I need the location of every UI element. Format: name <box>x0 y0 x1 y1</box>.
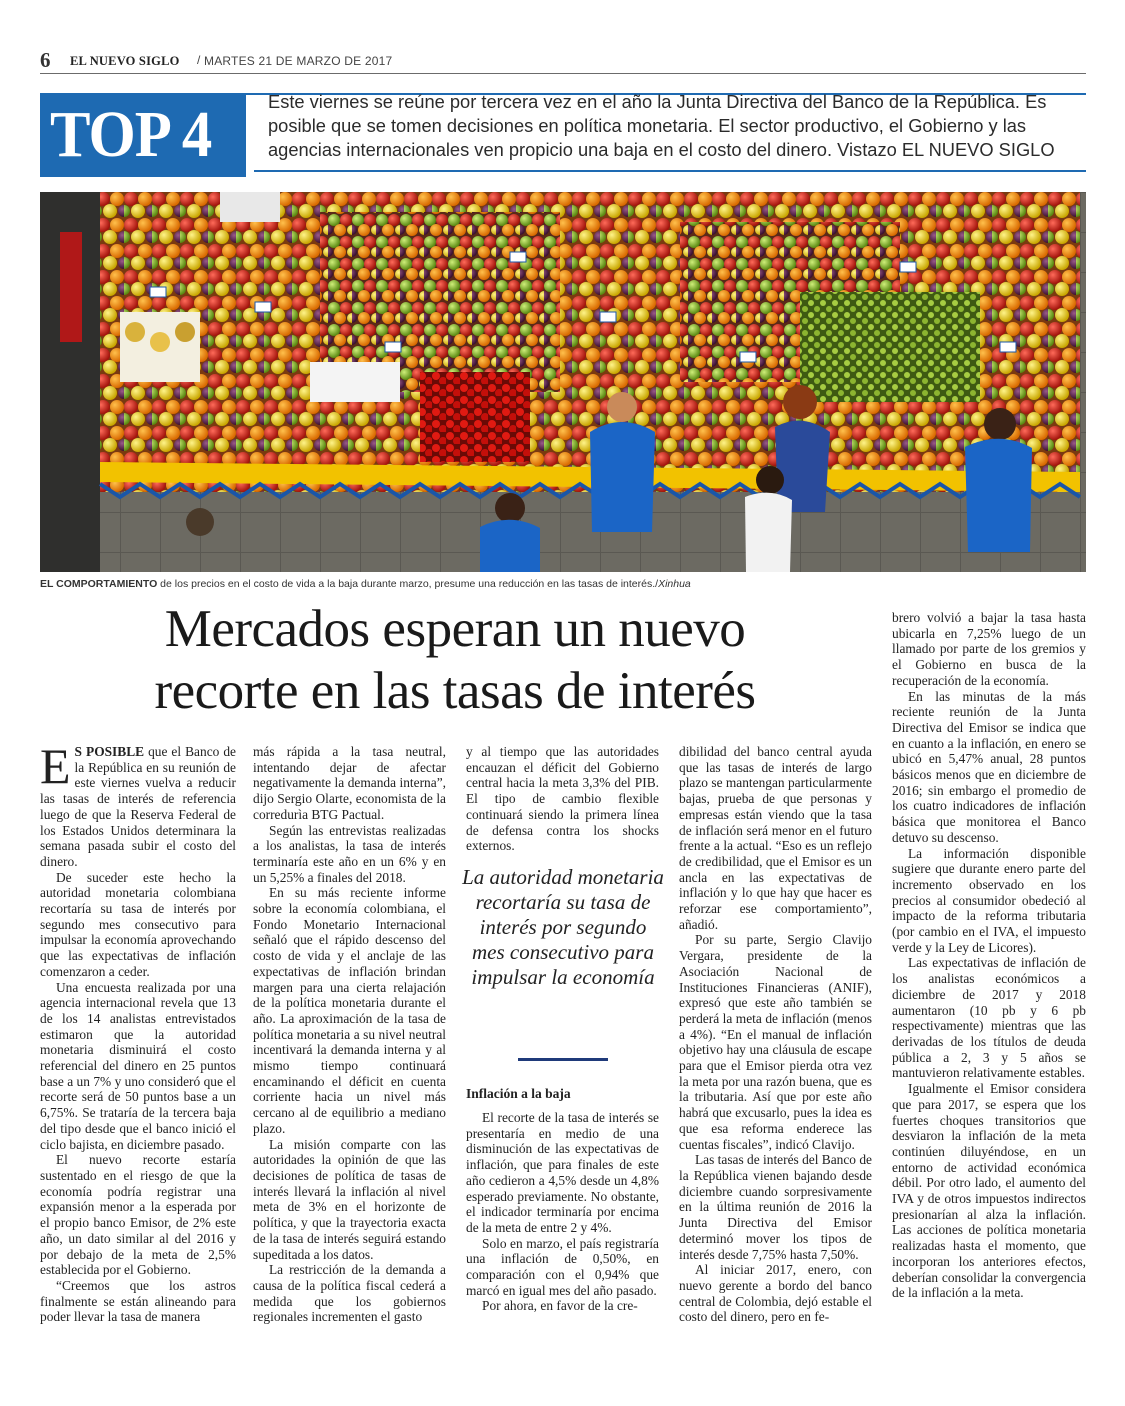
caption-credit: Xinhua <box>658 578 691 590</box>
article-paragraph: El recorte de la tasa de interés se presentaría en medio de una disminución de las expectativas de inflación, que para finales de este año cedieron a 4,5% desde un 4,8% esperado previamente. No obstante, el indicador terminaría por encima de la meta de entre 2 y 4%. <box>466 1110 659 1235</box>
article-paragraph: En las minutas de la más reciente reunión de la Junta Directiva del Emisor se indica que en cuanto a la inflación, en enero se ubicó en 5,47% anual, 28 puntos básicos menos que en diciembre de 2016; sin embargo el promedio de los cuatro indicadores de inflación básica que monitorea el Banco detuvo su descenso. <box>892 688 1086 845</box>
article-paragraph: Según las entrevistas realizadas a los analistas, la tasa de interés terminaría este año en un 6% y en un 5,25% a finales del 2018. <box>253 822 446 885</box>
caption-lead: EL COMPORTAMIENTO <box>40 578 158 590</box>
article-paragraph: y al tiempo que las autoridades encauzan el déficit del Gobierno central hacia la meta 3,3% del PIB. El tipo de cambio flexible continuará siendo la primera línea de defensa contra los shocks externos. <box>466 744 659 854</box>
article-paragraph: dibilidad del banco central ayuda que las tasas de interés de largo plazo se mantengan particularmente bajas, prueba de que personas y empresas están viendo que la tasa de inflación será menor en el futuro frente a la actual. “Eso es un reflejo de credibilidad, que el Emisor es un ancla en las expectativas de inflación y lo que hay que hacer es reforzar ese comportamiento”, añadió. <box>679 744 872 932</box>
drop-cap: E <box>40 738 71 794</box>
article-paragraph: La restricción de la demanda a causa de la política fiscal cederá a medida que los gobiernos regionales incrementen el gasto <box>253 1262 446 1325</box>
headline-line-2: recorte en las tasas de interés <box>154 662 756 720</box>
article-paragraph: Las tasas de interés del Banco de la República vienen bajando desde diciembre cuando sorpresivamente en la última reunión de 2016 la Junta Directiva del Emisor determinó mover los tipos de interés desde 7,75% hasta 7,50%. <box>679 1152 872 1262</box>
section-badge <box>40 93 246 177</box>
market-photo-illustration <box>40 192 1086 572</box>
banner-bottom-rule <box>254 170 1086 172</box>
caption-text: de los precios en el costo de vida a la baja durante marzo, presume una reducción en las tasas de interés./ <box>157 578 659 590</box>
page-folio <box>40 48 1086 74</box>
article-paragraph: La información disponible sugiere que durante enero parte del incremento observado en los precios al consumidor obedeció al impacto de la reforma tributaria (por cambio en el IVA, el impuesto verde y la Ley de Licores). <box>892 845 1086 955</box>
article-paragraph: Por su parte, Sergio Clavijo Vergara, presidente de la Asociación Nacional de Instituciones Financieras (ANIF), expresó que este año también se perderá la meta de inflación (menos a 4%). “En el manual de inflación objetivo hay una cláusula de escape para que el Emisor pierda otra vez la meta por una razón buena, que es la tributaria. Así que por este año habrá que excusarlo, pues la idea es que esa reforma enderece las cuentas fiscales”, indicó Clavijo. <box>679 932 872 1152</box>
article-paragraph: En su más reciente informe sobre la economía colombiana, el Fondo Monetario Internacional señaló que el rápido descenso del costo de vida y el anclaje de las expectativas de inflación brindan margen para una cierta relajación de la política monetaria durante el año. La aproximación de la tasa de política monetaria a su nivel neutral incentivará la demanda interna y al mismo tiempo continuará encaminando el déficit en cuenta corriente hacia un nivel más cercano al de equilibrio a mediano plazo. <box>253 885 446 1136</box>
page-number: 6 <box>40 48 51 72</box>
lead-words: S POSIBLE <box>74 744 145 759</box>
photo-caption <box>40 578 1086 590</box>
publication-date: MARTES 21 DE MARZO DE 2017 <box>204 54 393 68</box>
article-paragraph: Una encuesta realizada por una agencia internacional revela que 13 de los 14 analistas entrevistados estimaron que la autoridad monetaria disminuirá el costo referencial del dinero en 25 puntos base a un 7% y uno consideró que el recorte será de 50 puntos base a un 6,75%. Se trataría de la tercera baja del tipo desde que el banco inició el ciclo bajista, en diciembre pasado. <box>40 979 236 1152</box>
article-paragraph: Al iniciar 2017, enero, con nuevo gerente a bordo del banco central de Colombia, dejó estable el costo del dinero, pero en fe- <box>679 1262 872 1325</box>
article-paragraph: La misión comparte con las autoridades la opinión de que las decisiones de política de tasas de interés llevará la inflación al nivel meta de 3% en el horizonte de política, y que la trayectoria exacta de la tasa de interés seguirá estando supeditada a los datos. <box>253 1136 446 1262</box>
article-paragraph: Por ahora, en favor de la cre- <box>482 1298 638 1314</box>
headline-line-1: Mercados esperan un nuevo <box>164 600 746 658</box>
article-paragraph: Igualmente el Emisor considera que para 2017, se espera que los fuertes choques transitorios que desviaron la inflación de la meta continúen diluyéndose, en un entorno de actividad económica débil. Por otro lado, el aumento del IVA y de otros impuestos indirectos presionarían al alza la inflación. Las acciones de política monetaria realizadas hasta el momento, que incorporan los anteriores efectos, deberían consolidar la convergencia de la inflación a la meta. <box>892 1081 1086 1301</box>
folio-separator: / <box>197 53 201 67</box>
article-paragraph: Las expectativas de inflación de los analistas económicos a diciembre de 2017 y 2018 aumentaron (10 pb y 6 pb respectivamente) mientras que las derivadas de los títulos de deuda pública a 2, 3 y 5 años se mantuvieron relativamente estables. <box>892 955 1086 1081</box>
article-paragraph: De suceder este hecho la autoridad monetaria colombiana recortaría su tasa de interés por segundo mes consecutivo para impulsar la economía aprovechando que las expectativas de inflación comenzaron a ceder. <box>40 869 236 979</box>
article-paragraph: “Creemos que los astros finalmente se están alineando para poder llevar la tasa de manera <box>40 1277 236 1325</box>
article-column-5 <box>892 610 1086 1301</box>
pull-quote: La autoridad monetaria recortaría su tasa de interés por segundo mes consecutivo para impulsar la economía <box>462 865 664 989</box>
article-paragraph: más rápida a la tasa neutral, intentando dejar de afectar negativamente la demanda interna”, dijo Sergio Olarte, economista de la corredurìa BTG Pactual. <box>253 744 446 822</box>
article-column-4 <box>679 744 872 1325</box>
section-subhead: Inflación a la baja <box>466 1086 571 1101</box>
article-paragraph: Solo en marzo, el país registraría una inflación de 0,50%, en comparación con el 0,94% que marcó en igual mes del año pasado. <box>466 1235 659 1298</box>
article-paragraph: brero volvió a bajar la tasa hasta ubicarla en 7,25% luego de un llamado por parte de los gremios y el Gobierno en busca de la recuperación de la economía. <box>892 610 1086 688</box>
pull-quote-rule <box>518 1058 608 1061</box>
market-photo <box>40 192 1086 572</box>
article-paragraph: El nuevo recorte estaría sustentado en el riesgo de que la economía podría registrar una expansión menor a la esperada por el propio banco Emisor, de 2% este año, un dato similar al del 2016 y por debajo de la meta de 2,5% establecida por el Gobierno. <box>40 1152 236 1278</box>
article-column-3-continued <box>466 1110 659 1314</box>
section-intro: Este viernes se reúne por tercera vez en el año la Junta Directiva del Banco de la República. Es posible que se tomen decisiones en política monetaria. El sector productivo, el Gobierno y las agencias internacionales ven propicio una baja en el costo del dinero. Vistazo EL NUEVO SIGLO <box>268 91 1055 160</box>
article-column-1 <box>40 738 236 1325</box>
section-badge-label: TOP 4 <box>50 98 212 171</box>
article-paragraph: E S POSIBLE que el Banco de la República en su reunión de este viernes vuelva a reducir las tasas de interés de referencia luego de que la Reserva Federal de los Estados Unidos determinara la semana pasada subir el costo del dinero. <box>40 738 236 869</box>
article-headline <box>40 598 870 722</box>
article-column-3 <box>466 744 659 854</box>
publication-name: EL NUEVO SIGLO <box>70 54 180 68</box>
article-column-2 <box>253 744 446 1325</box>
